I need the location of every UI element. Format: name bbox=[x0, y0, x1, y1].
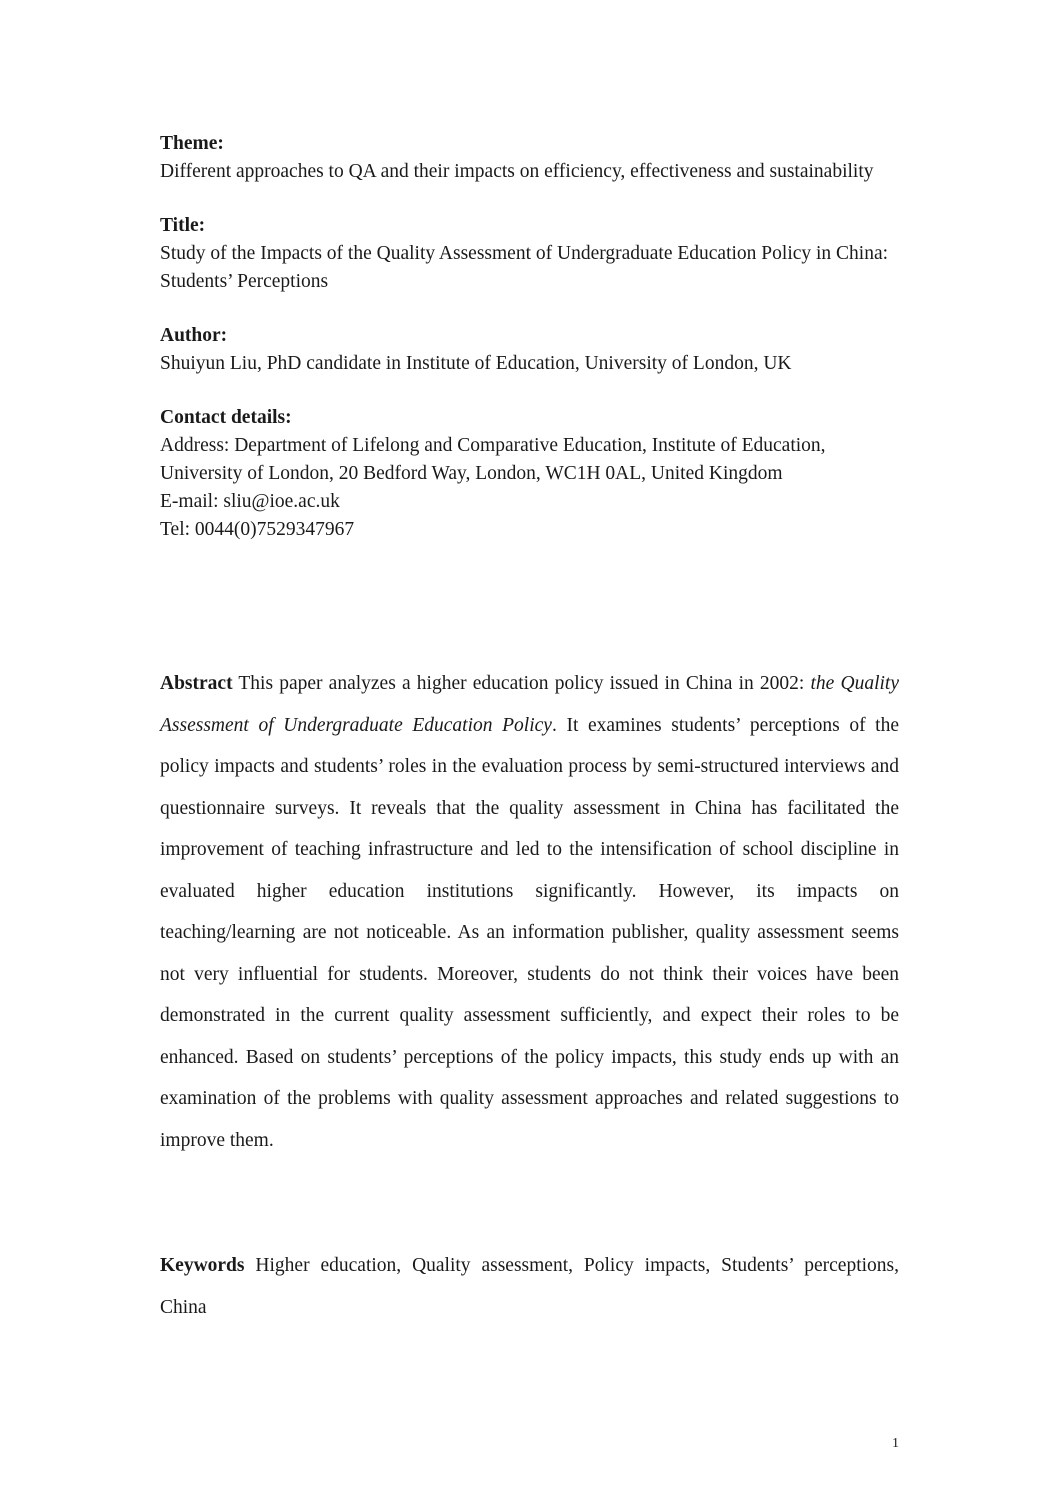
author-heading: Author: bbox=[160, 325, 228, 346]
page-number: 1 bbox=[892, 1436, 899, 1451]
abstract-label: Abstract bbox=[160, 673, 233, 694]
keywords-text: Higher education, Quality assessment, Policy impacts, Students’ perceptions, China bbox=[160, 1255, 899, 1318]
contact-tel: Tel: 0044(0)7529347967 bbox=[160, 519, 355, 540]
theme-heading: Theme: bbox=[160, 133, 224, 154]
author-section bbox=[160, 322, 899, 378]
front-matter bbox=[160, 130, 899, 570]
theme-section bbox=[160, 130, 899, 186]
abstract-policy-name: the Quality Assessment of Undergraduate Education Policy bbox=[160, 673, 899, 736]
contact-heading: Contact details: bbox=[160, 407, 292, 428]
title-section bbox=[160, 212, 899, 296]
abstract-text-before: This paper analyzes a higher education policy issued in China in 2002: bbox=[232, 673, 811, 694]
author-text: Shuiyun Liu, PhD candidate in Institute of Education, University of London, UK bbox=[160, 353, 792, 374]
title-heading: Title: bbox=[160, 215, 206, 236]
keywords-paragraph bbox=[160, 1245, 899, 1328]
contact-section bbox=[160, 404, 899, 544]
keywords-label: Keywords bbox=[160, 1255, 245, 1276]
contact-email: E-mail: sliu@ioe.ac.uk bbox=[160, 491, 340, 512]
paper-title: Study of the Impacts of the Quality Assessment of Undergraduate Education Policy in China: Students’ Perceptions bbox=[160, 243, 889, 292]
abstract-text-after: . It examines students’ perceptions of the policy impacts and students’ roles in the evaluation process by semi-structured interviews and questionnaire surveys. It reveals that the quality assessment in China has facilitated the improvement of teaching infrastructure and led to the intensification of school discipline in evaluated higher education institutions significantly. However, its impacts on teaching/learning are not noticeable. As an information publisher, quality assessment seems not very influential for students. Moreover, students do not think their voices have been demonstrated in the current quality assessment sufficiently, and expect their roles to be enhanced. Based on students’ perceptions of the policy impacts, this study ends up with an examination of the problems with quality assessment approaches and related suggestions to improve them. bbox=[160, 714, 900, 1151]
contact-address: Address: Department of Lifelong and Comparative Education, Institute of Education, University of London, 20 Bedford Way, London, WC1H 0AL, United Kingdom bbox=[160, 435, 826, 484]
abstract-paragraph bbox=[160, 663, 899, 1161]
theme-text: Different approaches to QA and their impacts on efficiency, effectiveness and sustainability bbox=[160, 161, 874, 182]
